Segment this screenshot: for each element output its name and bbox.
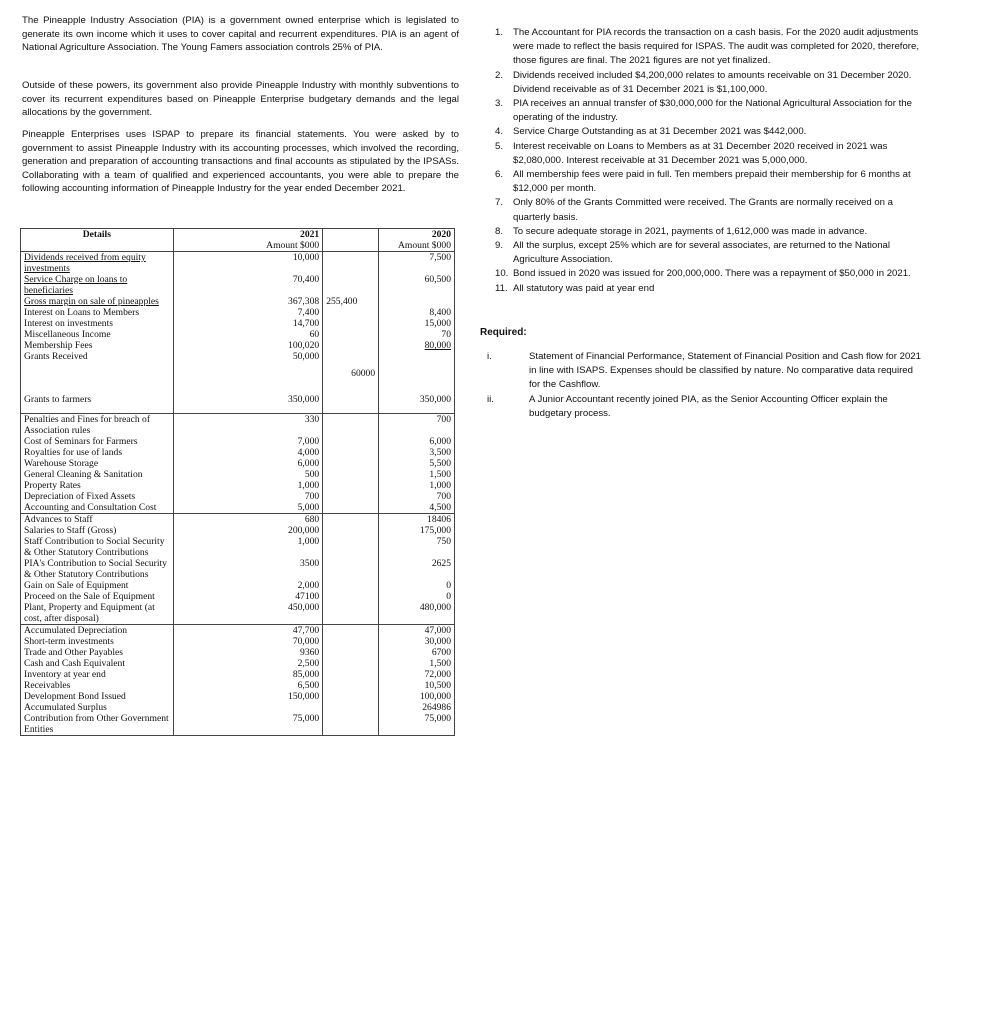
value-mid: [323, 514, 379, 526]
value-2021: 4,000: [173, 447, 323, 458]
table-row: [21, 514, 455, 526]
row-label: Gain on Sale of Equipment: [21, 580, 174, 591]
value-2021: 70,000: [173, 636, 323, 647]
table-row: [21, 702, 455, 713]
row-label: Accounting and Consultation Cost: [21, 502, 174, 514]
value-mid: 60000: [323, 351, 379, 379]
value-2020: 1,000: [379, 480, 455, 491]
table-spacer-row: [21, 405, 455, 414]
value-2021: 6,000: [173, 458, 323, 469]
header-2021-amount: Amount $000: [266, 240, 320, 251]
spacer-cell: [173, 405, 323, 414]
value-mid: [323, 502, 379, 514]
value-2020: 80,000: [379, 340, 455, 351]
row-label: Staff Contribution to Social Security & Other Statutory Contributions: [21, 536, 174, 558]
note-number: 2.: [495, 69, 504, 81]
value-mid: [323, 702, 379, 713]
row-label: Royalties for use of lands: [21, 447, 174, 458]
value-mid: [323, 436, 379, 447]
note-number: 10.: [495, 268, 509, 280]
value-2020: 4,500: [379, 502, 455, 514]
table-row: [21, 536, 455, 558]
value-2021: 10,000: [173, 252, 323, 275]
row-label: Advances to Staff: [21, 514, 174, 526]
financial-data-table: [20, 228, 455, 736]
table-row: [21, 329, 455, 340]
table-row: [21, 252, 455, 275]
value-2020: 3,500: [379, 447, 455, 458]
note-text: Service Charge Outstanding as at 31 December 2021 was $442,000.: [513, 126, 807, 138]
value-mid: [323, 658, 379, 669]
value-mid: [323, 469, 379, 480]
value-2021: 50,000: [173, 351, 323, 379]
table-row: [21, 658, 455, 669]
note-item: [495, 97, 920, 125]
table-row: [21, 318, 455, 329]
value-mid: [323, 447, 379, 458]
header-2020: [379, 229, 455, 252]
table-row: [21, 296, 455, 307]
value-mid: 255,400: [323, 296, 379, 307]
note-item: [495, 225, 920, 239]
note-item: [495, 26, 920, 69]
value-2020: 6,000: [379, 436, 455, 447]
note-text: Only 80% of the Grants Committed were received. The Grants are normally received on a quarterly basis.: [513, 197, 894, 223]
row-label: Contribution from Other Government Entities: [21, 713, 174, 736]
row-label: Interest on Loans to Members: [21, 307, 174, 318]
value-2021: 350,000: [173, 381, 323, 405]
value-2021: 100,020: [173, 340, 323, 351]
notes-list: [495, 26, 920, 296]
value-2021: 70,400: [173, 274, 323, 296]
header-2020-amount: Amount $000: [397, 240, 451, 251]
value-mid: [323, 536, 379, 558]
value-2020: 0: [379, 580, 455, 591]
value-mid: [323, 691, 379, 702]
row-label: Accumulated Surplus: [21, 702, 174, 713]
value-2021: 14,700: [173, 318, 323, 329]
value-mid: [323, 480, 379, 491]
value-mid: [323, 458, 379, 469]
value-2020: 350,000: [379, 381, 455, 405]
table-row: [21, 525, 455, 536]
note-text: The Accountant for PIA records the transaction on a cash basis. For the 2020 audit adjustments were made to reflect the basis required for ISPAS. The audit was completed for 2020, therefore, those figures are final. The 2021 figures are not yet finalized.: [513, 27, 919, 67]
table-row: [21, 414, 455, 437]
required-item-2: [487, 393, 922, 421]
value-mid: [323, 525, 379, 536]
value-2020: 15,000: [379, 318, 455, 329]
value-2020: 5,500: [379, 458, 455, 469]
value-mid: [323, 381, 379, 405]
value-2021: 9360: [173, 647, 323, 658]
header-2021-year: 2021: [300, 229, 320, 240]
note-text: All the surplus, except 25% which are for several associates, are returned to the National Agriculture Association.: [513, 240, 891, 266]
spacer-cell: [323, 405, 379, 414]
value-2021: 500: [173, 469, 323, 480]
value-2020: 1,500: [379, 469, 455, 480]
value-2021: 200,000: [173, 525, 323, 536]
value-mid: [323, 647, 379, 658]
note-number: 8.: [495, 225, 504, 237]
value-mid: [323, 713, 379, 736]
table-row: [21, 274, 455, 296]
value-2021: [173, 702, 323, 713]
header-details: Details: [21, 229, 174, 252]
value-2021: 150,000: [173, 691, 323, 702]
row-label: Gross margin on sale of pineapples: [21, 296, 174, 307]
value-2021: 47100: [173, 591, 323, 602]
table-row: [21, 307, 455, 318]
value-2020: 1,500: [379, 658, 455, 669]
note-number: 5.: [495, 140, 504, 152]
row-label: Receivables: [21, 680, 174, 691]
row-label: Cost of Seminars for Farmers: [21, 436, 174, 447]
value-mid: [323, 591, 379, 602]
note-item: [495, 267, 920, 281]
row-label: Plant, Property and Equipment (at cost, after disposal): [21, 602, 174, 625]
row-label: Accumulated Depreciation: [21, 625, 174, 637]
table-row: [21, 480, 455, 491]
table-row: [21, 340, 455, 351]
value-2021: 75,000: [173, 713, 323, 736]
note-text: All membership fees were paid in full. Ten members prepaid their membership for 6 months at $12,000 per month.: [513, 169, 911, 195]
value-2021: 47,700: [173, 625, 323, 637]
value-2020: 30,000: [379, 636, 455, 647]
note-number: 1.: [495, 27, 504, 38]
value-mid: [323, 625, 379, 637]
row-label: Miscellaneous Income: [21, 329, 174, 340]
row-label: Inventory at year end: [21, 669, 174, 680]
value-2020: 750: [379, 536, 455, 558]
value-2020: 60,500: [379, 274, 455, 296]
row-label: PIA's Contribution to Social Security & Other Statutory Contributions: [21, 558, 174, 580]
row-label: Membership Fees: [21, 340, 174, 351]
spacer-cell: [21, 405, 174, 414]
table-row: [21, 636, 455, 647]
value-2020: 7,500: [379, 252, 455, 275]
value-2020: 47,000: [379, 625, 455, 637]
row-label: Depreciation of Fixed Assets: [21, 491, 174, 502]
value-2021: 2,500: [173, 658, 323, 669]
required-heading: Required:: [480, 327, 527, 338]
value-2021: 5,000: [173, 502, 323, 514]
required-item-number: i.: [487, 351, 492, 362]
row-label: General Cleaning & Sanitation: [21, 469, 174, 480]
value-2020: 700: [379, 414, 455, 437]
row-label: Short-term investments: [21, 636, 174, 647]
row-label: Trade and Other Payables: [21, 647, 174, 658]
note-item: [495, 140, 920, 168]
value-2020: 700: [379, 491, 455, 502]
row-label: Warehouse Storage: [21, 458, 174, 469]
table-row: [21, 491, 455, 502]
note-text: PIA receives an annual transfer of $30,000,000 for the National Agricultural Association for the operating of the industry.: [513, 98, 912, 124]
value-2020: 264986: [379, 702, 455, 713]
value-2021: 6,500: [173, 680, 323, 691]
value-2021: 367,308: [173, 296, 323, 307]
row-label: Cash and Cash Equivalent: [21, 658, 174, 669]
row-label: Property Rates: [21, 480, 174, 491]
value-2021: 7,400: [173, 307, 323, 318]
value-mid: [323, 680, 379, 691]
note-number: 7.: [495, 197, 504, 209]
value-2021: 1,000: [173, 480, 323, 491]
header-2021: [173, 229, 323, 252]
required-item-text: A Junior Accountant recently joined PIA, as the Senior Accounting Officer explain the budgetary process.: [529, 394, 888, 420]
note-item: [495, 282, 920, 296]
value-2020: [379, 351, 455, 379]
note-number: 9.: [495, 240, 504, 252]
note-text: To secure adequate storage in 2021, payments of 1,612,000 was made in advance.: [513, 225, 868, 237]
value-2021: 2,000: [173, 580, 323, 591]
value-2020: 10,500: [379, 680, 455, 691]
value-mid: [323, 318, 379, 329]
value-mid: [323, 274, 379, 296]
required-item-1: [487, 350, 922, 393]
table-row: [21, 458, 455, 469]
table-row: [21, 502, 455, 514]
note-number: 6.: [495, 169, 504, 181]
value-2020: 70: [379, 329, 455, 340]
value-2020: 0: [379, 591, 455, 602]
value-2021: 330: [173, 414, 323, 437]
note-number: 4.: [495, 126, 504, 138]
note-text: Bond issued in 2020 was issued for 200,000,000. There was a repayment of $50,000 in 2021.: [513, 268, 911, 280]
table-row: [21, 647, 455, 658]
value-2020: 6700: [379, 647, 455, 658]
note-number: 3.: [495, 98, 504, 110]
note-item: [495, 69, 920, 97]
value-2021: 450,000: [173, 602, 323, 625]
note-item: [495, 125, 920, 139]
value-mid: [323, 329, 379, 340]
value-2020: 175,000: [379, 525, 455, 536]
row-label: Proceed on the Sale of Equipment: [21, 591, 174, 602]
value-mid: [323, 602, 379, 625]
value-2020: 2625: [379, 558, 455, 580]
header-spacer: [323, 229, 379, 252]
table-row: [21, 469, 455, 480]
value-2021: 60: [173, 329, 323, 340]
note-item: [495, 239, 920, 267]
note-text: All statutory was paid at year end: [513, 282, 655, 294]
row-label: Grants Received: [21, 351, 174, 379]
table-row: [21, 691, 455, 702]
table-row: [21, 558, 455, 580]
intro-paragraph-3: Pineapple Enterprises uses ISPAP to prepare its financial statements. You were asked by to government to assist Pineapple Industry with its accounting processes, which involved the recording, generation and preparation of accounting transactions and final accounts as stipulated by the IPSASs. Collaborating with a team of qualified and experienced accountants, you were able to prepare the following accounting information of Pineapple Industry for the year ended December 2021.: [22, 129, 459, 194]
value-2020: 100,000: [379, 691, 455, 702]
value-2021: 7,000: [173, 436, 323, 447]
value-mid: [323, 558, 379, 580]
table-row: [21, 602, 455, 625]
table-row: [21, 680, 455, 691]
row-label: Grants to farmers: [21, 381, 174, 405]
header-2020-year: 2020: [431, 229, 451, 240]
row-label: Dividends received from equity investments: [21, 252, 174, 275]
value-2020: 72,000: [379, 669, 455, 680]
intro-paragraph-1: The Pineapple Industry Association (PIA) is a government owned enterprise which is legislated to generate its own income which it uses to cover capital and recurrent expenditures. PIA is an agent of National Agriculture Association. The Young Famers association controls 25% of PIA.: [22, 15, 459, 53]
table-row: [21, 625, 455, 637]
table-row: [21, 580, 455, 591]
table-row: [21, 591, 455, 602]
note-number: 11.: [495, 282, 508, 294]
value-mid: [323, 580, 379, 591]
value-2021: 700: [173, 491, 323, 502]
note-item: [495, 196, 920, 224]
note-text: Dividends received included $4,200,000 relates to amounts receivable on 31 December 2020. Dividend receivable as of 31 December 2021 is $1,100,000.: [513, 69, 912, 95]
table-row: [21, 436, 455, 447]
value-mid: [323, 491, 379, 502]
note-item: [495, 168, 920, 196]
value-2020: [379, 296, 455, 307]
table-row: [21, 669, 455, 680]
value-2021: 680: [173, 514, 323, 526]
table-row: [21, 381, 455, 405]
value-mid: [323, 414, 379, 437]
required-item-text: Statement of Financial Performance, Statement of Financial Position and Cash flow for 2021 in line with ISAPS. Expenses should be classified by nature. No comparative data required for the Cashflow.: [529, 351, 921, 391]
spacer-cell: [379, 405, 455, 414]
row-label: Development Bond Issued: [21, 691, 174, 702]
value-mid: [323, 252, 379, 275]
value-2020: 8,400: [379, 307, 455, 318]
value-mid: [323, 340, 379, 351]
value-2020: 75,000: [379, 713, 455, 736]
value-2021: 3500: [173, 558, 323, 580]
row-label: Service Charge on loans to beneficiaries: [21, 274, 174, 296]
table-row: [21, 447, 455, 458]
value-mid: [323, 307, 379, 318]
row-label: Salaries to Staff (Gross): [21, 525, 174, 536]
note-text: Interest receivable on Loans to Members as at 31 December 2020 received in 2021 was $2,080,000. Interest receivable at 31 December 2021 was 5,000,000.: [513, 140, 888, 166]
table-row: [21, 351, 455, 379]
table-header-row: [21, 229, 455, 252]
value-2021: 1,000: [173, 536, 323, 558]
value-mid: [323, 669, 379, 680]
value-2020: 18406: [379, 514, 455, 526]
required-item-number: ii.: [487, 394, 494, 405]
value-2021: 85,000: [173, 669, 323, 680]
intro-paragraph-2: Outside of these powers, its government also provide Pineapple Industry with monthly subventions to cover its recurrent expenditures based on Pineapple Enterprise budgetary demands and the legal allocations by the government.: [22, 80, 459, 118]
value-mid: [323, 636, 379, 647]
row-label: Penalties and Fines for breach of Association rules: [21, 414, 174, 437]
row-label: Interest on investments: [21, 318, 174, 329]
value-2020: 480,000: [379, 602, 455, 625]
table-row: [21, 713, 455, 736]
